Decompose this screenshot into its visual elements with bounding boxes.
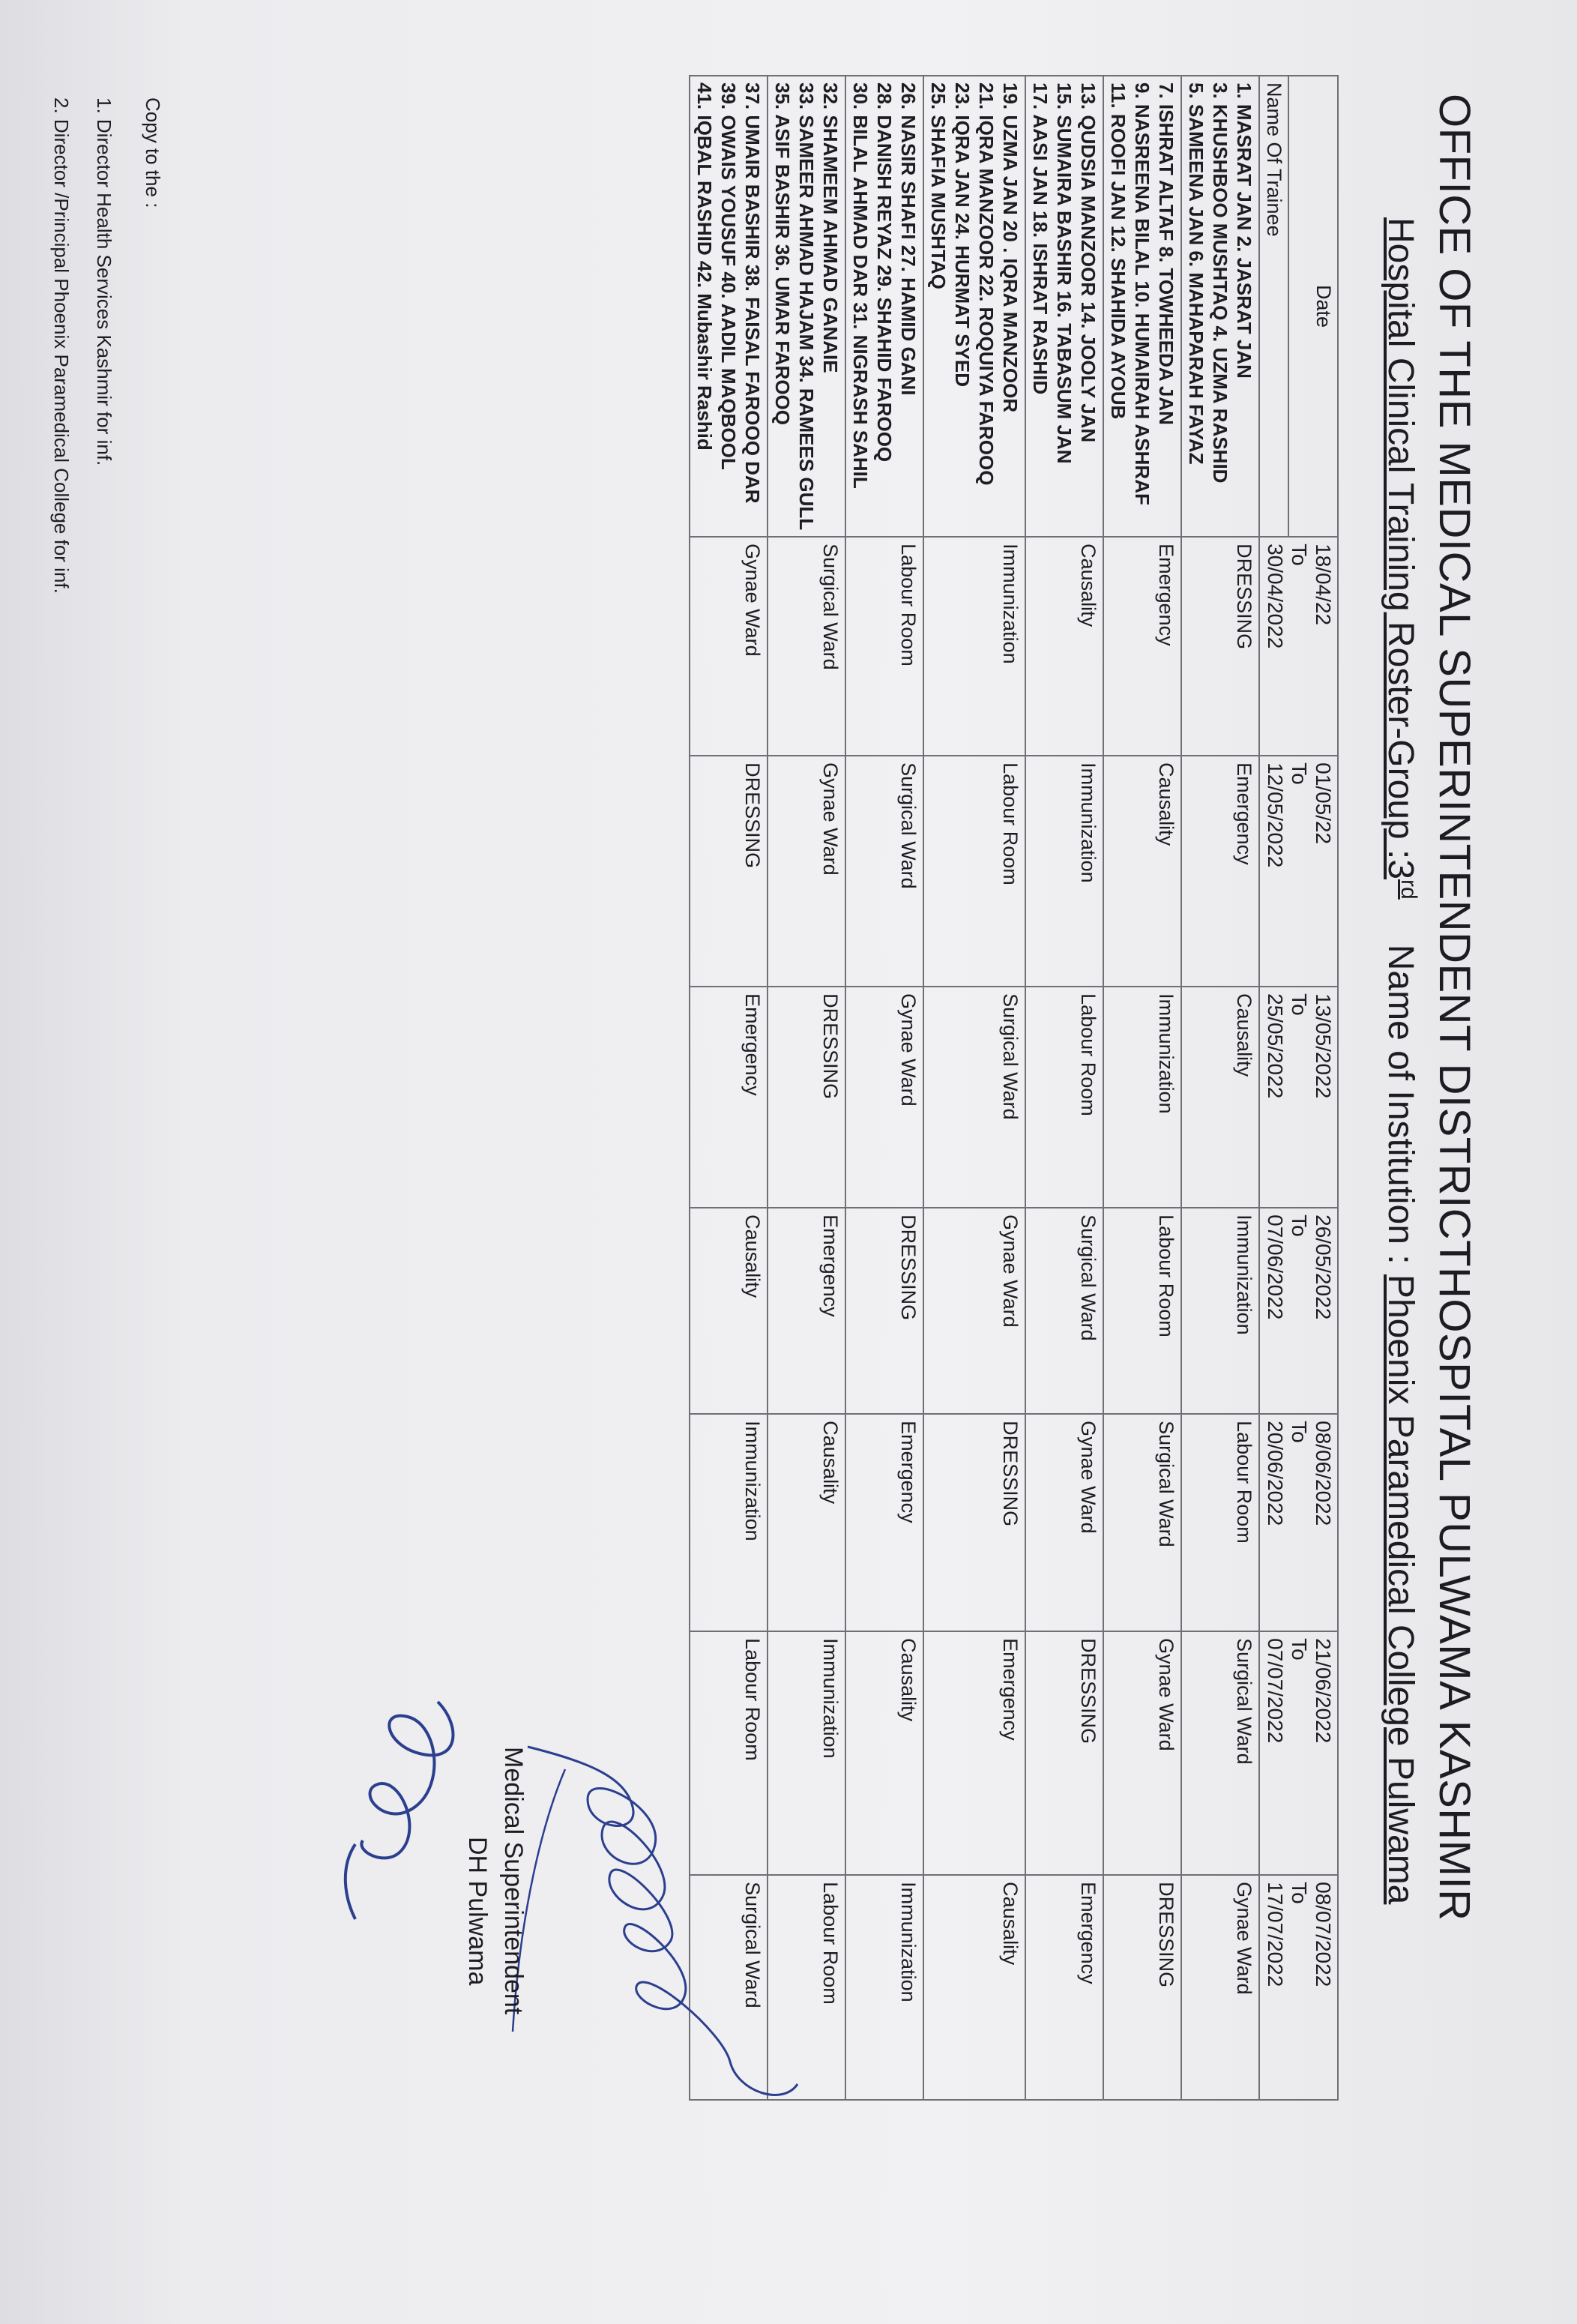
period-to-word: To [1288, 1214, 1311, 1237]
trainee-names-cell [923, 76, 1025, 537]
assignment-cell: Gynae Ward [1181, 1875, 1259, 2100]
period-header [1259, 1631, 1338, 1875]
period-header [1259, 537, 1338, 756]
assignment-cell: DRESSING [768, 987, 845, 1208]
trainee-name-line: 33. SAMEER AHMAD HAJAM 34. RAMEES GULL [795, 82, 818, 531]
period-header [1259, 756, 1338, 987]
assignment-cell: Causality [845, 1631, 923, 1875]
trainee-name-line: 17. AASI JAN 18. ISHRAT RASHID [1029, 82, 1052, 395]
assignment-cell: DRESSING [923, 1414, 1025, 1631]
assignment-cell: Gynae Ward [1025, 1414, 1103, 1631]
assignment-cell: DRESSING [690, 756, 768, 987]
trainee-name-line: 32. SHAMEEM AHMAD GANAIE [819, 82, 842, 373]
roster-title-superscript: rd [1396, 879, 1421, 900]
assignment-cell: Emergency [768, 1208, 845, 1414]
trainee-names-cell [690, 76, 768, 537]
period-end: 25/05/2022 [1264, 993, 1287, 1099]
copy-to-item: 1. Director Health Services Kashmir for inf. [93, 97, 115, 466]
table-row [923, 76, 1025, 2100]
table-row [1103, 76, 1181, 2100]
trainee-names-cell [1181, 76, 1259, 537]
assignment-cell: Emergency [1181, 756, 1259, 987]
assignment-cell: Gynae Ward [923, 1208, 1025, 1414]
assignment-cell: Emergency [845, 1414, 923, 1631]
assignment-cell: Immunization [690, 1414, 768, 1631]
assignment-cell: Surgical Ward [923, 987, 1025, 1208]
assignment-cell: Immunization [768, 1631, 845, 1875]
table-row [1025, 76, 1103, 2100]
trainee-names-cell [845, 76, 923, 537]
assignment-cell: Gynae Ward [768, 756, 845, 987]
assignment-cell: Immunization [845, 1875, 923, 2100]
assignment-cell: Gynae Ward [1103, 1631, 1181, 1875]
assignment-cell: Surgical Ward [690, 1875, 768, 2100]
assignment-cell: Labour Room [1103, 1208, 1181, 1414]
assignment-cell: Causality [923, 1875, 1025, 2100]
assignment-cell: DRESSING [845, 1208, 923, 1414]
assignment-cell: Immunization [1103, 987, 1181, 1208]
trainee-name-line: 35. ASIF BASHIR 36. UMAR FAROOQ [771, 82, 794, 425]
trainee-name-line: 19. UZMA JAN 20 . IQRA MANZOOR [999, 82, 1022, 413]
assignment-cell: Labour Room [845, 537, 923, 756]
period-start: 21/06/2022 [1312, 1638, 1335, 1744]
period-start: 08/06/2022 [1312, 1421, 1335, 1526]
assignment-cell: Emergency [690, 987, 768, 1208]
assignment-cell: Labour Room [1181, 1414, 1259, 1631]
period-end: 07/06/2022 [1264, 1214, 1287, 1320]
office-title: OFFICE OF THE MEDICAL SUPERINTENDENT DISTRICTHOSPITAL PULWAMA KASHMIR [1430, 94, 1479, 1921]
signature-scribble [498, 1717, 812, 2137]
trainee-name-line: 11. ROOFI JAN 12. SHAHIDA AYOUB [1107, 82, 1130, 420]
period-end: 17/07/2022 [1264, 1882, 1287, 1987]
table-row [1181, 76, 1259, 2100]
trainee-name-line: 5. SAMEENA JAN 6. MAHAPARAH FAYAZ [1185, 82, 1207, 465]
period-end: 07/07/2022 [1264, 1638, 1287, 1744]
assignment-cell: Gynae Ward [690, 537, 768, 756]
assignment-cell: DRESSING [1103, 1875, 1181, 2100]
assignment-cell: Surgical Ward [1181, 1631, 1259, 1875]
assignment-cell: Emergency [923, 1631, 1025, 1875]
period-header [1259, 987, 1338, 1208]
period-header [1259, 1875, 1338, 2100]
period-start: 01/05/22 [1312, 762, 1335, 845]
period-start: 08/07/2022 [1312, 1882, 1335, 1987]
roster-subtitle [1380, 217, 1421, 2317]
assignment-cell: Causality [768, 1414, 845, 1631]
trainee-name-line: 23. IQRA JAN 24. HURMAT SYED [951, 82, 974, 387]
assignment-cell: Immunization [923, 537, 1025, 756]
trainee-name-line: 1. MASRAT JAN 2. JASRAT JAN [1233, 82, 1255, 379]
trainee-name-line: 3. KHUSHBOO MUSHTAQ 4. UZMA RASHID [1209, 82, 1231, 484]
assignment-cell: Emergency [1025, 1875, 1103, 2100]
assignment-cell: Surgical Ward [768, 537, 845, 756]
assignment-cell: Labour Room [768, 1875, 845, 2100]
period-start: 26/05/2022 [1312, 1214, 1335, 1320]
initials-scribble [303, 1679, 468, 1949]
period-header [1259, 1414, 1338, 1631]
assignment-cell: Surgical Ward [1025, 1208, 1103, 1414]
trainee-names-cell [1103, 76, 1181, 537]
trainee-name-line: 13. QUDSIA MANZOOR 14. JOOLY JAN [1077, 82, 1100, 443]
assignment-cell: Surgical Ward [845, 756, 923, 987]
institution-name: Phoenix Paramedical College Pulwama [1381, 1274, 1420, 1905]
period-start: 18/04/22 [1312, 544, 1335, 626]
copy-to-item: 2. Director /Principal Phoenix Paramedical College for inf. [50, 97, 73, 594]
assignment-cell: Emergency [1103, 537, 1181, 756]
assignment-cell: Immunization [1025, 756, 1103, 987]
institution-label: Name of Institution : [1381, 944, 1420, 1274]
roster-title: Hospital Clinical Training Roster-Group :3 [1381, 217, 1420, 880]
assignment-cell: Gynae Ward [845, 987, 923, 1208]
assignment-cell: Causality [690, 1208, 768, 1414]
signature-block [108, 1747, 528, 2137]
copy-to-section [30, 97, 164, 594]
trainee-name-line: 28. DANISH REYAZ 29. SHAHID FAROOQ [873, 82, 896, 463]
period-end: 12/05/2022 [1264, 762, 1287, 868]
period-to-word: To [1288, 762, 1311, 785]
signatory-office: DH Pulwama [463, 1837, 492, 1986]
assignment-cell: Causality [1103, 756, 1181, 987]
name-of-trainee-label: Name Of Trainee [1259, 76, 1288, 537]
trainee-name-line: 37. UMAIR BASHIR 38. FAISAL FAROOQ DAR [741, 82, 764, 504]
period-end: 20/06/2022 [1264, 1421, 1287, 1526]
assignment-cell: Immunization [1181, 1208, 1259, 1414]
copy-to-heading: Copy to the : [142, 97, 164, 208]
trainee-names-cell [768, 76, 845, 537]
period-to-word: To [1288, 1882, 1311, 1904]
trainee-name-line: 9. NASREENA BILAL 10. HUMAIRAH ASHRAF [1131, 82, 1154, 505]
period-to-word: To [1288, 544, 1311, 566]
period-to-word: To [1288, 1421, 1311, 1443]
period-header [1259, 1208, 1338, 1414]
period-start: 13/05/2022 [1312, 993, 1335, 1099]
assignment-cell: Labour Room [923, 756, 1025, 987]
assignment-cell: DRESSING [1025, 1631, 1103, 1875]
trainee-names-cell [1025, 76, 1103, 537]
table-row [845, 76, 923, 2100]
assignment-cell: Labour Room [690, 1631, 768, 1875]
trainee-name-line: 30. BILAL AHMAD DAR 31. NIGRASH SAHIL [849, 82, 872, 489]
signatory-designation: Medical Superintendent [499, 1747, 528, 2015]
trainee-name-line: 26. NASIR SHAFI 27. HAMID GANI [897, 82, 920, 396]
assignment-cell: Surgical Ward [1103, 1414, 1181, 1631]
period-to-word: To [1288, 1638, 1311, 1661]
assignment-cell: DRESSING [1181, 537, 1259, 756]
trainee-name-line: 25. SHAFIA MUSHTAQ [927, 82, 950, 289]
trainee-name-line: 39. OWAIS YOUSUF 40. AADIL MAQBOOL [717, 82, 740, 470]
trainee-name-line: 15. SUMAIRA BASHIR 16. TABASUM JAN [1053, 82, 1076, 464]
period-end: 30/04/2022 [1264, 544, 1287, 649]
assignment-cell: Labour Room [1025, 987, 1103, 1208]
assignment-cell: Causality [1025, 537, 1103, 756]
period-to-word: To [1288, 993, 1311, 1016]
assignment-cell: Causality [1181, 987, 1259, 1208]
trainee-name-line: 41. IQBAL RASHID 42. Mubashir Rashid [693, 82, 716, 451]
trainee-name-line: 7. ISHRAT ALTAF 8. TOWHEEDA JAN [1155, 82, 1178, 425]
date-label: Date [1288, 76, 1338, 537]
trainee-name-line: 21. IQRA MANZOOR 22. ROQUIYA FAROOQ [975, 82, 998, 486]
